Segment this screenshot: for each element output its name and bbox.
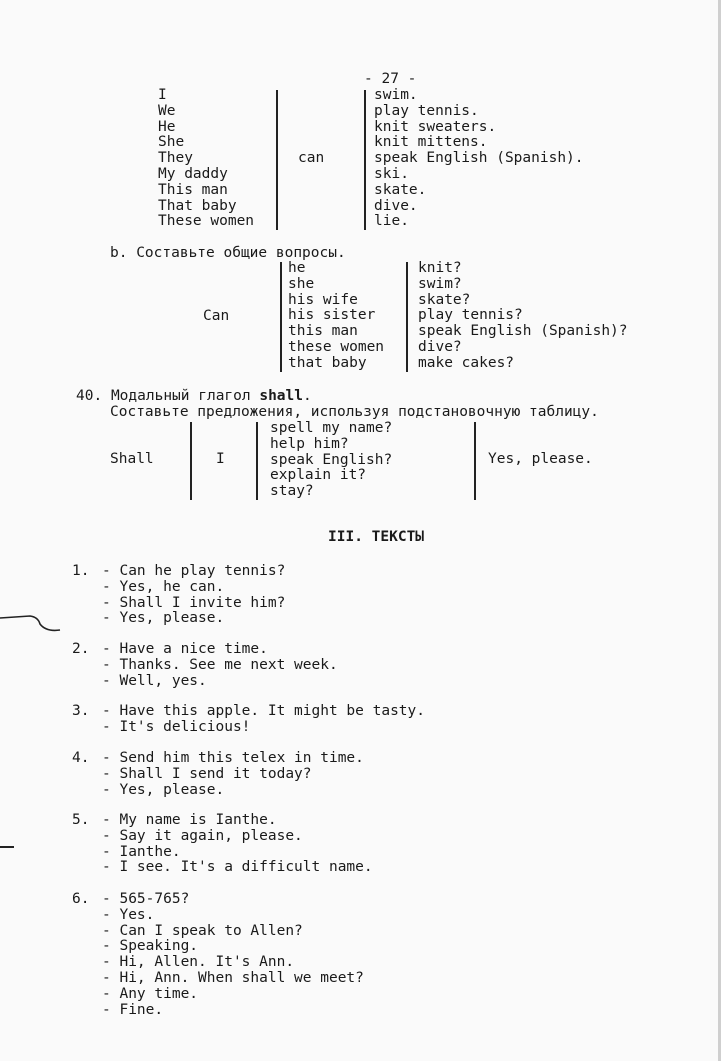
- table-divider: [474, 422, 476, 500]
- dialogue-number: 5.: [72, 812, 90, 828]
- dialogue-line: - Ianthe.: [102, 843, 181, 860]
- dialogue-line: - Have this apple. It might be tasty.: [102, 703, 426, 719]
- section-40-response: Yes, please.: [488, 451, 593, 467]
- shall-action: spell my name?: [270, 420, 393, 436]
- b-action: skate?: [418, 291, 471, 308]
- dialogue-line: - Hi, Allen. It's Ann.: [102, 954, 295, 971]
- dialogue-line: - Yes, he can.: [102, 578, 225, 595]
- b-subject: these women: [288, 338, 385, 355]
- dialogue-line: - Shall I send it today?: [102, 765, 312, 782]
- can-subject: These women: [158, 213, 255, 230]
- table-divider: [256, 422, 258, 500]
- can-subject: He: [158, 118, 176, 135]
- section-40-instruction: Составьте предложения, используя подстановочную таблицу.: [110, 404, 599, 420]
- shall-action: help him?: [270, 435, 349, 452]
- section-3-heading: III. ТЕКСТЫ: [328, 529, 425, 545]
- section-40-title-prefix: Модальный глагол: [110, 388, 260, 404]
- dialogue-line: - 565-765?: [102, 891, 190, 907]
- dialogue-3: [102, 704, 425, 736]
- dialogue-line: - Can he play tennis?: [102, 563, 286, 579]
- shall-action: speak English?: [270, 451, 393, 468]
- dialogue-1: [102, 564, 285, 627]
- can-action: speak English (Spanish).: [374, 150, 584, 167]
- can-subject: She: [158, 134, 185, 151]
- shall-action: explain it?: [270, 467, 367, 484]
- can-action: knit mittens.: [374, 134, 488, 151]
- b-action: play tennis?: [418, 307, 523, 324]
- section-40-title-suffix: .: [303, 388, 312, 404]
- dialogue-line: - Can I speak to Allen?: [102, 922, 303, 939]
- dialogue-5: [102, 813, 373, 876]
- dialogue-line: - Shall I invite him?: [102, 594, 286, 611]
- b-action: speak English (Spanish)?: [418, 323, 628, 340]
- b-subject: he: [288, 260, 306, 276]
- b-subject: his sister: [288, 307, 376, 324]
- section-40-subject: I: [216, 451, 225, 467]
- page-number: - 27 -: [364, 71, 417, 87]
- section-40-title-word: shall: [259, 388, 303, 404]
- section-40-actions: [270, 421, 392, 500]
- table-divider: [406, 262, 408, 372]
- dialogue-line: - Any time.: [102, 985, 199, 1002]
- can-subject: I: [158, 87, 167, 103]
- dialogue-6: [102, 892, 364, 1018]
- margin-pen-mark: [0, 846, 14, 848]
- can-subject: That baby: [158, 197, 237, 214]
- can-subject: We: [158, 102, 176, 119]
- dialogue-line: - Yes, please.: [102, 781, 225, 798]
- dialogue-line: - Speaking.: [102, 938, 199, 955]
- dialogue-number: 1.: [72, 563, 90, 579]
- can-modal: can: [298, 150, 325, 166]
- margin-pen-mark: [0, 612, 70, 642]
- dialogue-number: 4.: [72, 750, 90, 766]
- can-action: dive.: [374, 197, 418, 214]
- dialogue-line: - It's delicious!: [102, 718, 251, 735]
- can-subject: My daddy: [158, 165, 228, 182]
- can-action: skate.: [374, 181, 427, 198]
- dialogue-line: - Yes.: [102, 906, 155, 923]
- dialogue-4: [102, 751, 364, 798]
- b-action: make cakes?: [418, 354, 515, 371]
- dialogue-number: 2.: [72, 641, 90, 657]
- dialogue-line: - Send him this telex in time.: [102, 750, 364, 766]
- dialogue-line: - Thanks. See me next week.: [102, 656, 338, 673]
- section-40-title: [76, 389, 312, 405]
- dialogue-number: 3.: [72, 703, 90, 719]
- dialogue-line: - Fine.: [102, 1001, 164, 1018]
- table-divider: [280, 262, 282, 372]
- can-table-subjects: [158, 88, 254, 230]
- section-40-modal: Shall: [110, 451, 154, 467]
- dialogue-line: - Hi, Ann. When shall we meet?: [102, 969, 364, 986]
- dialogue-line: - Have a nice time.: [102, 641, 268, 657]
- b-action: knit?: [418, 260, 462, 276]
- can-action: swim.: [374, 87, 418, 103]
- section-b-heading: b. Составьте общие вопросы.: [110, 245, 346, 261]
- can-action: lie.: [374, 213, 409, 230]
- table-divider: [364, 90, 366, 230]
- dialogue-line: - My name is Ianthe.: [102, 812, 277, 828]
- dialogue-number: 6.: [72, 891, 90, 907]
- shall-action: stay?: [270, 483, 314, 500]
- b-subject: his wife: [288, 291, 358, 308]
- dialogue-line: - Well, yes.: [102, 672, 207, 689]
- b-subject: this man: [288, 323, 358, 340]
- can-table-actions: [374, 88, 584, 230]
- can-subject: They: [158, 150, 193, 167]
- table-divider: [190, 422, 192, 500]
- dialogue-line: - I see. It's a difficult name.: [102, 859, 373, 876]
- can-action: knit sweaters.: [374, 118, 497, 135]
- b-action: swim?: [418, 275, 462, 292]
- section-b-actions: [418, 261, 628, 372]
- section-b-subjects: [288, 261, 384, 372]
- can-action: ski.: [374, 165, 409, 182]
- dialogue-line: - Yes, please.: [102, 610, 225, 627]
- b-action: dive?: [418, 338, 462, 355]
- b-subject: she: [288, 275, 315, 292]
- dialogue-2: [102, 642, 338, 689]
- can-subject: This man: [158, 181, 228, 198]
- section-40-number: 40.: [76, 388, 103, 404]
- b-subject: that baby: [288, 354, 367, 371]
- can-action: play tennis.: [374, 102, 479, 119]
- table-divider: [276, 90, 278, 230]
- section-b-modal: Can: [203, 308, 230, 324]
- dialogue-line: - Say it again, please.: [102, 827, 303, 844]
